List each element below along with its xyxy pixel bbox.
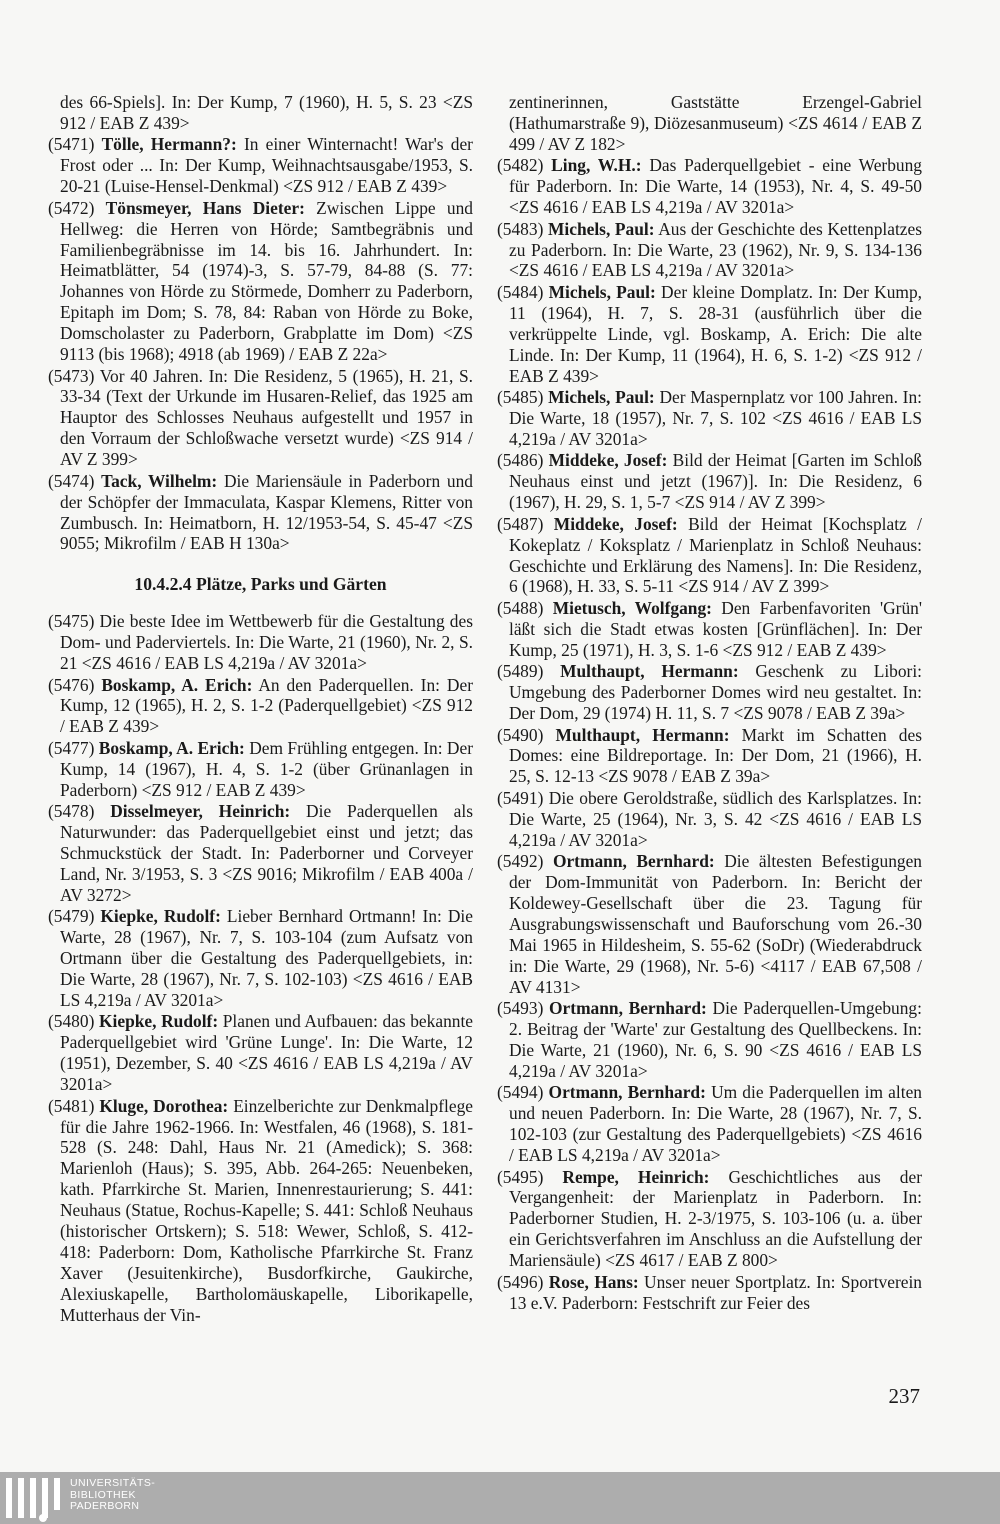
entry-author: Ortmann, Bernhard: <box>548 1082 706 1103</box>
entry-author: Tack, Wilhelm: <box>101 470 218 491</box>
logo-bars-icon <box>6 1478 60 1518</box>
entry-author: Disselmeyer, Heinrich: <box>110 801 291 822</box>
entry-text: Planen und Aufbauen: das bekannte Paderquellgebiet wird 'Grüne Lunge'. In: Die Warte, 12 (1951), Dezember, S. 40 <ZS 4616 / EAB LS 4,219a / AV 3201a> <box>60 1011 474 1095</box>
entry-text: Die obere Geroldstraße, südlich des Karlsplatzes. In: Die Warte, 25 (1964), Nr. 3, S. 42 <ZS 4616 / EAB LS 4,219a / AV 3201a> <box>509 787 922 850</box>
entry-text: Vor 40 Jahren. In: Die Residenz, 5 (1965), H. 21, S. 33-34 (Text der Urkunde im Husaren-Relief, das 1925 am Hauptor des Schlosses Neuhaus aufgestellt und 1957 in den Vorraum der Schloßwache versetzt wurde) <ZS 914 / AV Z 399> <box>60 365 473 470</box>
entry-number: (5480) <box>48 1011 95 1032</box>
entry-number: (5483) <box>497 218 544 239</box>
logo-line-1: UNIVERSITÄTS- <box>70 1477 156 1489</box>
entry-number: (5472) <box>48 197 95 218</box>
entry-text: Bild der Heimat [Garten im Schloß Neuhaus einst und jetzt (1967)]. In: Die Residenz, 6 (1967), H. 29, S. 1, 5-7 <ZS 914 / AV Z 399> <box>509 450 922 513</box>
entry-text: Um die Paderquellen im alten und neuen Paderborn. In: Die Warte, 28 (1967), Nr. 7, S. 102-103 (zur Gestaltung des Paderquellgebiets) <ZS 4616 / EAB LS 4,219a / AV 3201a> <box>509 1082 922 1166</box>
entry-text: des 66-Spiels]. In: Der Kump, 7 (1960), H. 5, S. 23 <ZS 912 / EAB Z 439> <box>60 92 473 133</box>
entry-number: (5476) <box>48 674 95 695</box>
bibliography-entry <box>497 450 922 513</box>
bibliography-entry <box>497 661 922 724</box>
bibliography-entry <box>497 998 922 1082</box>
entry-number: (5477) <box>48 737 95 758</box>
logo-text <box>70 1478 155 1513</box>
right-column <box>497 92 922 1314</box>
entry-number: (5494) <box>497 1082 544 1103</box>
entry-author: Michels, Paul: <box>548 281 656 302</box>
bibliography-entry <box>497 598 922 661</box>
entry-author: Boskamp, A. Erich: <box>98 737 245 758</box>
entry-number: (5474) <box>48 470 95 491</box>
entry-number: (5481) <box>48 1095 95 1116</box>
bibliography-entry <box>497 514 922 598</box>
bibliography-entry <box>48 92 473 134</box>
bibliography-entry <box>48 471 473 555</box>
bibliography-entry <box>48 134 473 197</box>
entry-author: Middeke, Josef: <box>553 513 678 534</box>
right-entries <box>497 92 922 1313</box>
entry-text: Den Farbenfavoriten 'Grün' läßt sich die Stadt etwas kosten [Grünflächen]. In: Der Kump, 25 (1971), H. 3, S. 1-6 <ZS 912 / EAB Z 439> <box>509 597 922 660</box>
entry-text: Bild der Heimat [Kochsplatz / Kokeplatz / Koksplatz / Marienplatz in Schloß Neuhaus: Geschichte und Erklärung des Namens]. In: Die Residenz, 6 (1968), H. 33, S. 5-11 <ZS 914 / AV Z 399> <box>509 513 922 597</box>
entry-author: Ortmann, Bernhard: <box>549 998 707 1019</box>
entry-text: Zwischen Lippe und Hellweg: die Herren von Hörde; Samtbegräbnis und Familienbegräbnisse im 14. bis 16. Jahrhundert. In: Heimatblätter, 54 (1974)-3, S. 57-79, 84-88 (S. 77: Johannes von Hörde zu Störmede, Domherr zu Paderborn, Epitaph im Dom; S. 78, 84: Raban von Hörde zu Boke, Domscholaster zu Paderborn, Grabplatte im Dom) <ZS 9113 (bis 1968); 4918 (ab 1969) / EAB Z 22a> <box>60 197 473 365</box>
entry-number: (5487) <box>497 513 544 534</box>
bibliography-entry <box>497 1082 922 1166</box>
entry-text: Geschichtliches aus der Vergangenheit: der Marienplatz in Paderborn. In: Paderborner Studien, H. 2-3/1975, S. 103-106 (u. a. über ein Gerichtsverfahren im Anschluss an die Aufstellung der Mariensäule) <ZS 4617 / EAB Z 800> <box>509 1166 922 1271</box>
bibliography-entry <box>48 198 473 365</box>
entry-number: (5495) <box>497 1166 544 1187</box>
bibliography-entry <box>497 387 922 450</box>
bibliography-entry <box>48 366 473 471</box>
entry-author: Kiepke, Rudolf: <box>99 1011 219 1032</box>
entry-text: Die ältesten Befestigungen der Dom-Immunität von Paderborn. In: Bericht der Koldewey-Gesellschaft über die 23. Tagung für Ausgrabungswissenschaft und Bauforschung vom 26.-30 Mai 1965 in Hildesheim, S. 55-62 (SoDr) (Wiederabdruck in: Die Warte, 29 (1968), Nr. 5-6) <4117 / EAB 67,508 / AV 4131> <box>509 851 922 997</box>
entry-number: (5478) <box>48 801 95 822</box>
bibliography-entry <box>497 219 922 282</box>
entry-text: Dem Frühling entgegen. In: Der Kump, 14 (1967), H. 4, S. 1-2 (über Grünanlagen in Paderborn) <ZS 912 / EAB Z 439> <box>60 737 473 800</box>
bibliography-entry <box>48 1096 473 1326</box>
bibliography-entry <box>497 92 922 155</box>
entry-text: Die Paderquellen als Naturwunder: das Paderquellgebiet einst und jetzt; das Schmuckstück der Stadt. In: Paderborner und Corveyer Land, Nr. 3/1953, S. 3 <ZS 9016; Mikrofilm / EAB 400a / AV 3272> <box>60 801 473 905</box>
entry-text: Die Paderquellen-Umgebung: 2. Beitrag der 'Warte' zur Gestaltung des Quellbeckens. In: Die Warte, 21 (1960), Nr. 6, S. 90 <ZS 4616 / EAB LS 4,219a / AV 3201a> <box>509 998 922 1081</box>
bibliography-entry <box>48 906 473 1011</box>
left-entries-after-heading <box>48 611 473 1325</box>
entry-author: Michels, Paul: <box>548 218 655 239</box>
entry-author: Michels, Paul: <box>548 387 655 408</box>
entry-text: Die beste Idee im Wettbewerb für die Gestaltung des Dom- und Paderviertels. In: Die Warte, 21 (1960), Nr. 2, S. 21 <ZS 4616 / EAB LS 4,219a / AV 3201a> <box>60 611 473 674</box>
entry-text: Das Paderquellgebiet - eine Werbung für Paderborn. In: Die Warte, 14 (1953), Nr. 4, S. 49-50 <ZS 4616 / EAB LS 4,219a / AV 3201a> <box>509 155 922 218</box>
entry-text: Aus der Geschichte des Kettenplatzes zu Paderborn. In: Die Warte, 23 (1962), Nr. 9, S. 134-136 <ZS 4616 / EAB LS 4,219a / AV 3201a> <box>509 218 923 281</box>
entry-author: Tönsmeyer, Hans Dieter: <box>105 197 305 218</box>
entry-number: (5489) <box>497 661 544 682</box>
entry-number: (5496) <box>497 1271 544 1292</box>
library-logo <box>6 1476 155 1522</box>
footer-band <box>0 1472 1000 1524</box>
entry-author: Boskamp, A. Erich: <box>101 674 253 695</box>
entry-author: Mietusch, Wolfgang: <box>552 597 712 618</box>
page-number: 237 <box>888 1384 920 1408</box>
entry-number: (5479) <box>48 906 95 927</box>
entry-author: Multhaupt, Hermann: <box>555 724 730 745</box>
logo-line-2: BIBLIOTHEK <box>70 1488 136 1501</box>
bibliography-entry <box>497 725 922 788</box>
entry-author: Middeke, Josef: <box>548 450 668 471</box>
bibliography-entry <box>497 282 922 387</box>
entry-number: (5484) <box>497 281 544 302</box>
entry-author: Tölle, Hermann?: <box>101 134 237 155</box>
entry-author: Ling, W.H.: <box>551 155 642 176</box>
entry-author: Kiepke, Rudolf: <box>100 906 221 927</box>
entry-number: (5490) <box>497 724 544 745</box>
entry-text: Der kleine Domplatz. In: Der Kump, 11 (1964), H. 7, S. 28-31 (ausführlich über die verkrüppelte Linde, vgl. Boskamp, A. Erich: Die alte Linde. In: Der Kump, 11 (1964), H. 6, S. 1-2) <ZS 912 / EAB Z 439> <box>509 281 922 386</box>
entry-text: Die Mariensäule in Paderborn und der Schöpfer der Immaculata, Kaspar Klemens, Ritter von Zumbusch. In: Heimatborn, H. 12/1953-54, S. 45-47 <ZS 9055; Mikrofilm / EAB H 130a> <box>60 470 473 554</box>
entry-author: Ortmann, Bernhard: <box>552 851 715 872</box>
bibliography-entry <box>48 738 473 801</box>
bibliography-entry <box>497 1272 922 1314</box>
entry-text: An den Paderquellen. In: Der Kump, 12 (1965), H. 2, S. 1-2 (Paderquellgebiet) <ZS 912 / EAB Z 439> <box>60 674 473 737</box>
entry-number: (5471) <box>48 134 95 155</box>
left-entries-before-heading <box>48 92 473 554</box>
bibliography-entry <box>497 788 922 851</box>
entry-author: Rempe, Heinrich: <box>562 1166 710 1187</box>
entry-text: Markt im Schatten des Domes: eine Bildreportage. In: Der Dom, 21 (1966), H. 25, S. 12-13 <ZS 9078 / EAB Z 39a> <box>509 724 922 787</box>
entry-text: Geschenk zu Libori: Umgebung des Paderborner Domes wird neu gestaltet. In: Der Dom, 29 (1974) H. 11, S. 7 <ZS 9078 / EAB Z 39a> <box>509 661 922 724</box>
entry-author: Rose, Hans: <box>548 1271 639 1292</box>
section-heading: 10.4.2.4 Plätze, Parks und Gärten <box>134 574 387 595</box>
entry-number: (5493) <box>497 998 544 1019</box>
logo-dot-icon <box>39 1514 47 1522</box>
bibliography-entry <box>497 155 922 218</box>
bibliography-entry <box>48 1011 473 1095</box>
entry-number: (5492) <box>497 851 544 872</box>
logo-line-3: PADERBORN <box>70 1500 140 1512</box>
left-column <box>48 92 473 1326</box>
entry-text: zentinerinnen, Gaststätte Erzengel-Gabriel (Hathumarstraße 9), Diözesanmuseum) <ZS 4614 / EAB Z 499 / AV Z 182> <box>509 92 922 154</box>
entry-text: Einzelberichte zur Denkmalpflege für die Jahre 1962-1966. In: Westfalen, 46 (1968), S. 181-528 (S. 248: Dahl, Haus Nr. 21 (Amedick); S. 368: Marienloh (Haus); S. 395, Abb. 264-265: Neuenbeken, kath. Pfarrkirche St. Marien, Innenrestaurierung; S. 441: Neuhaus (Statue, Rochus-Kapelle; S. 441: Schloß Neuhaus (historischer Ortskern); S. 518: Wewer, Schloß, S. 412-418: Paderborn: Dom, Katholische Pfarrkirche St. Franz Xaver (Jesuitenkirche), Busdorfkirche, Gaukirche, Alexiuskapelle, Bartholomäuskapelle, Liborikapelle, Mutterhaus der Vin- <box>60 1095 473 1325</box>
entry-text: Lieber Bernhard Ortmann! In: Die Warte, 28 (1967), Nr. 7, S. 103-104 (zum Aufsatz von Ortmann über die Gestaltung des Paderquellgebiets, in: Die Warte, 28 (1967), Nr. 7, S. 102-103) <ZS 4616 / EAB LS 4,219a / AV 3201a> <box>60 906 473 1010</box>
entry-author: Multhaupt, Hermann: <box>560 661 739 682</box>
entry-text: Unser neuer Sportplatz. In: Sportverein 13 e.V. Paderborn: Festschrift zur Feier des <box>509 1271 922 1313</box>
entry-number: (5475) <box>48 611 95 632</box>
entry-text: Der Maspernplatz vor 100 Jahren. In: Die Warte, 18 (1957), Nr. 7, S. 102 <ZS 4616 / EAB LS 4,219a / AV 3201a> <box>509 387 922 449</box>
entry-number: (5473) <box>48 365 95 386</box>
bibliography-entry <box>497 851 922 997</box>
entry-number: (5488) <box>497 597 544 618</box>
bibliography-entry <box>48 675 473 738</box>
entry-number: (5491) <box>497 787 544 808</box>
entry-author: Kluge, Dorothea: <box>99 1095 229 1116</box>
entry-number: (5482) <box>497 155 544 176</box>
bibliography-entry <box>48 801 473 906</box>
bibliography-entry <box>497 1167 922 1272</box>
entry-number: (5485) <box>497 387 544 408</box>
entry-number: (5486) <box>497 450 544 471</box>
bibliography-entry <box>48 611 473 674</box>
entry-text: In einer Winternacht! War's der Frost oder ... In: Der Kump, Weihnachtsausgabe/1953, S. 20-21 (Luise-Hensel-Denkmal) <ZS 912 / EAB Z 439> <box>60 134 473 197</box>
